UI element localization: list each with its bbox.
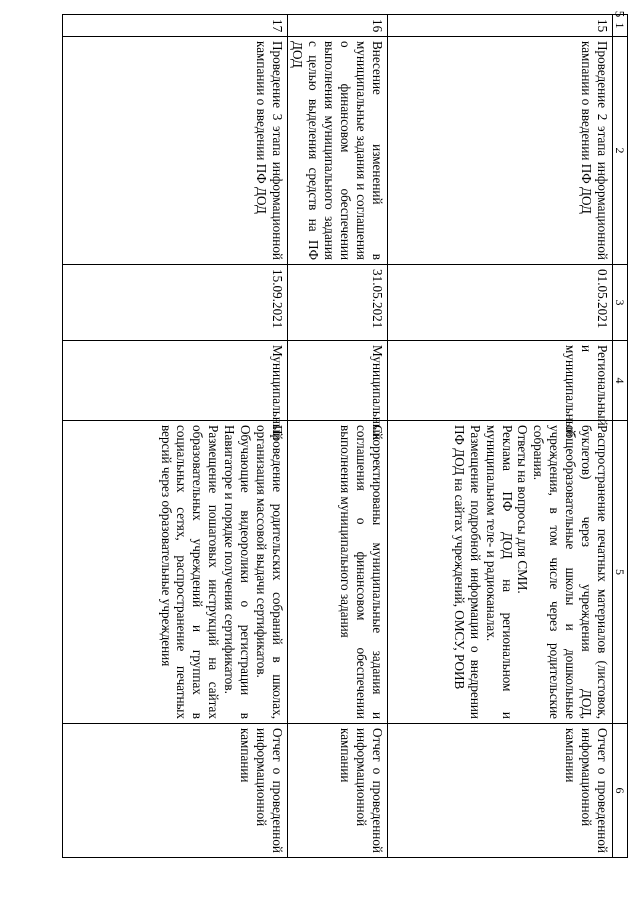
col-header-2: 2 [612, 37, 627, 265]
result-cell: Отчет о проведенной информационной кампании [287, 724, 387, 858]
action-item: Скорректированы муниципальные задания и соглашения о финансовом обеспечении выполнения муниципального задания [337, 425, 385, 719]
row-number: 15 [387, 15, 612, 37]
result-cell: Отчет о проведенной информационной кампании [387, 724, 612, 858]
column-number-row [612, 15, 627, 858]
table-row [387, 15, 612, 858]
event-cell: Внесение изменений в муниципальные задания и соглашения о финансовом обеспечении выполнения муниципального задания с целью выделения средств на ПФ ДОД [287, 37, 387, 265]
level-cell: Муниципальный [63, 341, 288, 421]
level-cell: Муниципальный [287, 341, 387, 421]
actions-cell [387, 421, 612, 724]
action-item: Распространение печатных материалов (листовок, буклетов) через учреждения ДОД, общеобразовательные школы и дошкольные учреждения, в том числе через родительские собрания. [531, 425, 610, 719]
date-cell: 15.09.2021 [63, 265, 288, 341]
action-item: Обучающие видеоролики о регистрации в Навигаторе и порядке получения сертификатов. [222, 425, 253, 719]
result-cell: Отчет о проведенной информационной кампании [63, 724, 288, 858]
rotated-table-wrapper [62, 14, 628, 857]
actions-cell [63, 421, 288, 724]
col-header-5: 5 [612, 421, 627, 724]
action-item: Ответы на вопросы для СМИ. [515, 425, 531, 594]
table-row [63, 15, 288, 858]
row-number: 17 [63, 15, 288, 37]
date-cell: 31.05.2021 [287, 265, 387, 341]
action-item: Размещение пошаговых инструкций на сайтах образовательных учреждений и группах в социальных сетях, распространение печатных версий через образовательные учреждения [158, 425, 222, 719]
date-cell: 01.05.2021 [387, 265, 612, 341]
table-stage [62, 14, 628, 857]
table-row [287, 15, 387, 858]
level-cell: Региональный и муниципальный [387, 341, 612, 421]
action-item: Размещение подробной информации о внедрении ПФ ДОД на сайтах учреждений, ОМСУ, РОИВ [452, 425, 483, 719]
row-number: 16 [287, 15, 387, 37]
col-header-1: 1 [612, 15, 627, 37]
action-item: Проведение родительских собраний в школах, организация массовой выдачи сертификатов. [253, 425, 285, 719]
col-header-6: 6 [612, 724, 627, 858]
actions-cell [287, 421, 387, 724]
col-header-3: 3 [612, 265, 627, 341]
plan-table [62, 14, 628, 858]
event-cell: Проведение 3 этапа информационной кампании о введении ПФ ДОД [63, 37, 288, 265]
event-cell: Проведение 2 этапа информационной кампании о введении ПФ ДОД [387, 37, 612, 265]
col-header-4: 4 [612, 341, 627, 421]
page-number: 5 [611, 10, 627, 18]
action-item: Реклама ПФ ДОД на региональном и муниципальном теле- и радиоканалах. [483, 425, 515, 719]
